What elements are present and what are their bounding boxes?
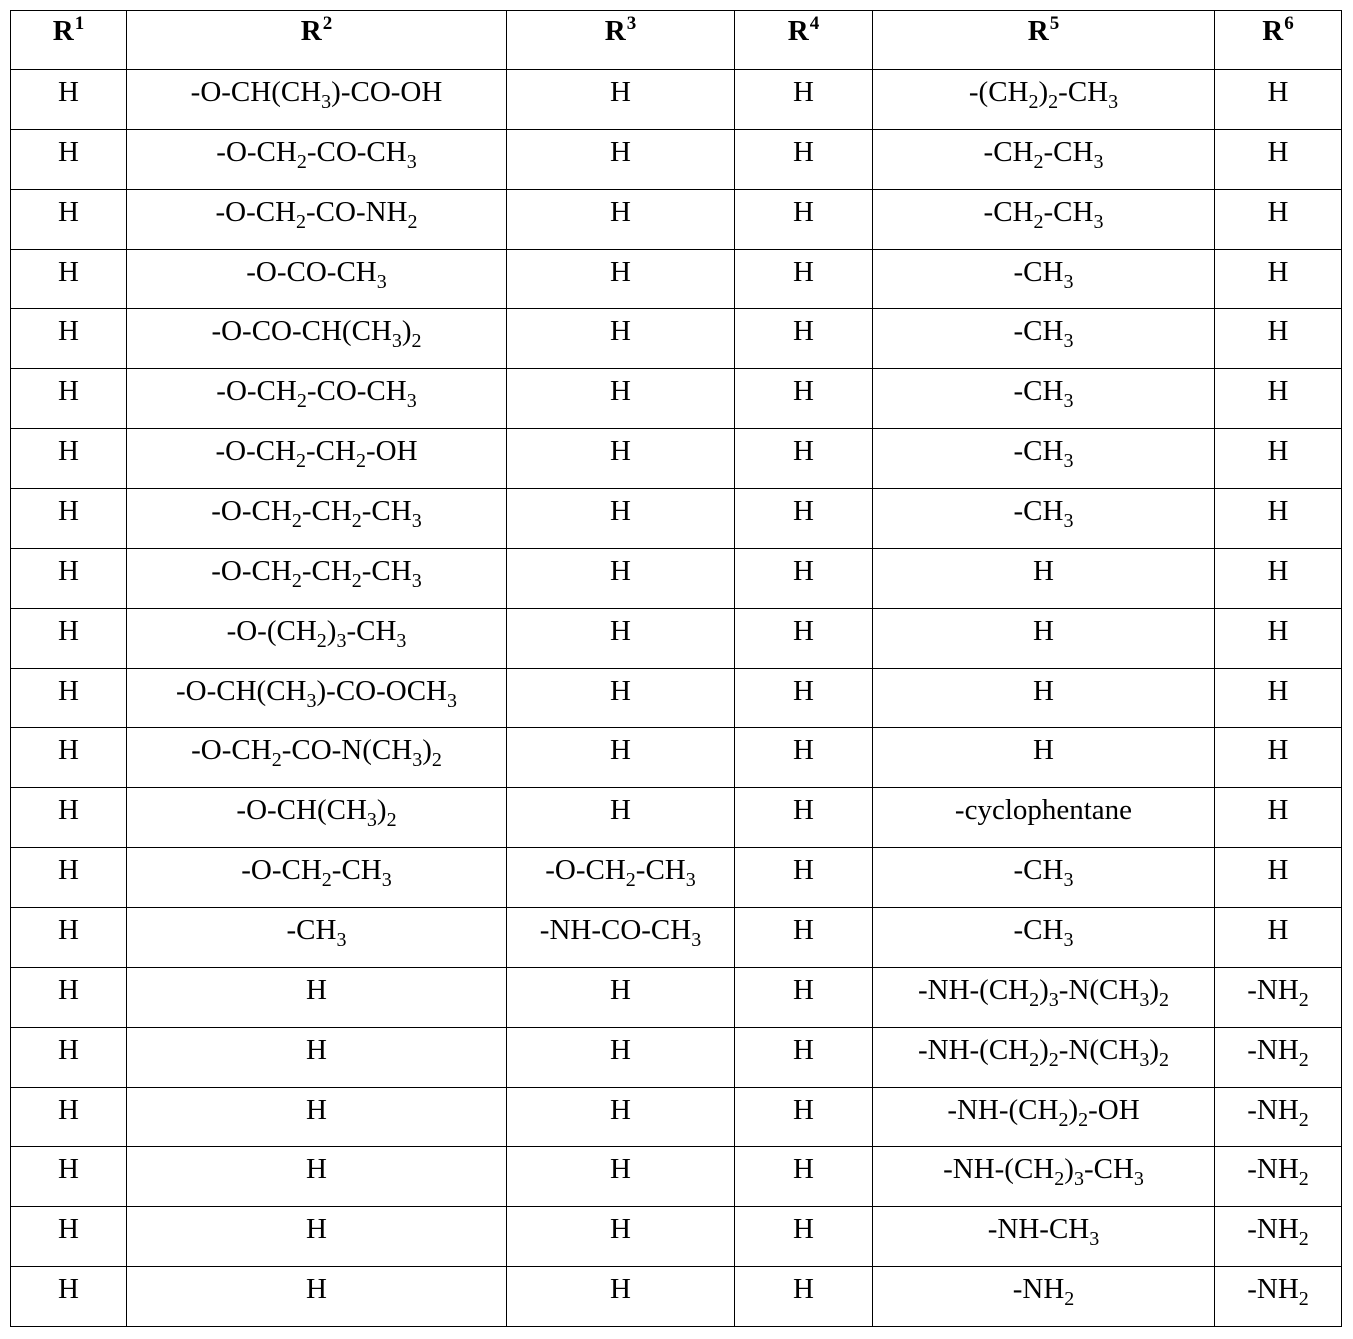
cell-r1: H xyxy=(11,429,127,489)
cell-r6: H xyxy=(1215,489,1342,549)
header-r1 xyxy=(11,11,127,70)
cell-r6: H xyxy=(1215,429,1342,489)
header-r3 xyxy=(507,11,735,70)
header-r6-sup: 6 xyxy=(1284,13,1294,34)
subscript: 2 xyxy=(1298,1168,1309,1191)
subscript: 3 xyxy=(406,390,417,413)
cell-r3: H xyxy=(507,1207,735,1267)
subscript: 3 xyxy=(1063,390,1074,413)
cell-r2: H xyxy=(127,1267,507,1327)
subscript: 3 xyxy=(691,929,702,952)
cell-r4: H xyxy=(735,70,873,130)
table-row xyxy=(11,967,1342,1027)
table-row xyxy=(11,788,1342,848)
subscript: 2 xyxy=(296,210,307,233)
cell-r6: $-NH_2$ xyxy=(1215,1207,1342,1267)
cell-r5: $-(CH_2)_2-CH_3$ xyxy=(873,70,1215,130)
table-row xyxy=(11,1207,1342,1267)
cell-r3: H xyxy=(507,608,735,668)
cell-r5: H xyxy=(873,608,1215,668)
subscript: 3 xyxy=(685,869,696,892)
subscript: 3 xyxy=(376,270,387,293)
cell-r1: H xyxy=(11,1267,127,1327)
cell-r6: $-NH_2$ xyxy=(1215,1267,1342,1327)
cell-r4: H xyxy=(735,548,873,608)
cell-r2: H xyxy=(127,1207,507,1267)
cell-r2: $-O-CO-CH_3$ xyxy=(127,249,507,309)
cell-r5: $-CH_3$ xyxy=(873,249,1215,309)
cell-r2: H xyxy=(127,1027,507,1087)
header-r3-base: R xyxy=(604,15,626,47)
subscript: 2 xyxy=(1078,1108,1089,1131)
subscript: 2 xyxy=(1159,1048,1170,1071)
cell-r4: H xyxy=(735,1147,873,1207)
cell-r6: H xyxy=(1215,249,1342,309)
cell-r1: H xyxy=(11,249,127,309)
cell-r5: $-CH_3$ xyxy=(873,369,1215,429)
cell-r3: H xyxy=(507,429,735,489)
header-r2-sup: 2 xyxy=(322,13,333,34)
cell-r3: H xyxy=(507,129,735,189)
subscript: 2 xyxy=(1058,1108,1069,1131)
subscript: 3 xyxy=(1139,1048,1150,1071)
subscript: 3 xyxy=(1073,1168,1084,1191)
subscript: 3 xyxy=(391,330,402,353)
subscript: 3 xyxy=(1063,929,1074,952)
cell-r6: H xyxy=(1215,788,1342,848)
table-row xyxy=(11,429,1342,489)
header-row xyxy=(11,11,1342,70)
cell-r2: H xyxy=(127,967,507,1027)
subscript: 2 xyxy=(411,330,422,353)
cell-r5: $-CH_3$ xyxy=(873,429,1215,489)
cell-r4: H xyxy=(735,908,873,968)
cell-r6: $-NH_2$ xyxy=(1215,1087,1342,1147)
subscript: 3 xyxy=(1139,988,1150,1011)
cell-r6: H xyxy=(1215,668,1342,728)
cell-r3: H xyxy=(507,489,735,549)
subscript: 3 xyxy=(1089,1228,1100,1251)
table-row xyxy=(11,309,1342,369)
cell-r2: $-O-CH_2-CH_2-CH_3$ xyxy=(127,489,507,549)
table-row xyxy=(11,848,1342,908)
cell-r1: H xyxy=(11,189,127,249)
cell-r4: H xyxy=(735,1027,873,1087)
subscript: 3 xyxy=(1048,988,1059,1011)
subscript: 3 xyxy=(406,150,417,173)
cell-r5: $-NH-(CH_2)_3-N(CH_3)_2$ xyxy=(873,967,1215,1027)
table-row xyxy=(11,908,1342,968)
cell-r6: H xyxy=(1215,189,1342,249)
subscript: 2 xyxy=(1033,210,1044,233)
cell-r4: H xyxy=(735,309,873,369)
subscript: 2 xyxy=(386,809,397,832)
subscript: 2 xyxy=(296,390,307,413)
subscript: 2 xyxy=(1159,988,1170,1011)
header-r6 xyxy=(1215,11,1342,70)
table-row xyxy=(11,1087,1342,1147)
subscript: 2 xyxy=(1298,1228,1309,1251)
cell-r5: $-CH_3$ xyxy=(873,309,1215,369)
subscript: 2 xyxy=(1028,91,1039,113)
cell-r4: H xyxy=(735,728,873,788)
substituent-table xyxy=(10,10,1342,1327)
cell-r1: H xyxy=(11,728,127,788)
subscript: 2 xyxy=(291,510,302,533)
cell-r6: H xyxy=(1215,70,1342,130)
cell-r3: $-O-CH_2-CH_3$ xyxy=(507,848,735,908)
cell-r1: H xyxy=(11,1027,127,1087)
cell-r3: H xyxy=(507,189,735,249)
subscript: 2 xyxy=(431,749,442,772)
table-row xyxy=(11,189,1342,249)
table-row xyxy=(11,728,1342,788)
cell-r4: H xyxy=(735,129,873,189)
cell-r3: H xyxy=(507,1027,735,1087)
table-row xyxy=(11,1147,1342,1207)
subscript: 2 xyxy=(271,749,282,772)
table-row xyxy=(11,249,1342,309)
header-r4-base: R xyxy=(787,15,809,47)
cell-r4: H xyxy=(735,1267,873,1327)
subscript: 3 xyxy=(321,91,332,113)
cell-r2: $-O-CH_2-CH_2-CH_3$ xyxy=(127,548,507,608)
cell-r2: $-O-CH(CH_3)-CO-OH$ xyxy=(127,70,507,130)
cell-r5: H xyxy=(873,728,1215,788)
cell-r1: H xyxy=(11,1087,127,1147)
cell-r6: H xyxy=(1215,908,1342,968)
cell-r4: H xyxy=(735,1207,873,1267)
subscript: 3 xyxy=(1063,869,1074,892)
cell-r5: $-CH_3$ xyxy=(873,908,1215,968)
cell-r1: H xyxy=(11,309,127,369)
subscript: 3 xyxy=(411,569,422,592)
table-row xyxy=(11,1027,1342,1087)
cell-r3: H xyxy=(507,309,735,369)
subscript: 3 xyxy=(396,629,407,652)
cell-r4: H xyxy=(735,429,873,489)
cell-r3: H xyxy=(507,548,735,608)
cell-r4: H xyxy=(735,1087,873,1147)
cell-r4: H xyxy=(735,489,873,549)
cell-r1: H xyxy=(11,668,127,728)
header-r5 xyxy=(873,11,1215,70)
cell-r4: H xyxy=(735,668,873,728)
cell-r1: H xyxy=(11,967,127,1027)
table-row xyxy=(11,668,1342,728)
cell-r4: H xyxy=(735,608,873,668)
cell-r2: H xyxy=(127,1147,507,1207)
cell-r6: $-NH_2$ xyxy=(1215,1027,1342,1087)
table-row xyxy=(11,369,1342,429)
subscript: 2 xyxy=(1064,1288,1075,1311)
subscript: 2 xyxy=(355,450,366,473)
table-row xyxy=(11,489,1342,549)
cell-r4: H xyxy=(735,788,873,848)
cell-r5: $-CH_2-CH_3$ xyxy=(873,189,1215,249)
cell-r2: $-O-CH_2-CO-NH_2$ xyxy=(127,189,507,249)
header-r4-sup: 4 xyxy=(809,13,820,34)
subscript: 3 xyxy=(1108,91,1119,113)
subscript: 2 xyxy=(291,569,302,592)
subscript: 2 xyxy=(1029,988,1040,1011)
cell-r1: H xyxy=(11,489,127,549)
cell-r2: $-O-CH_2-CO-N(CH_3)_2$ xyxy=(127,728,507,788)
cell-r2: $-CH_3$ xyxy=(127,908,507,968)
header-r6-base: R xyxy=(1262,15,1284,47)
subscript: 3 xyxy=(366,809,377,832)
subscript: 2 xyxy=(296,450,307,473)
subscript: 3 xyxy=(1093,210,1104,233)
subscript: 3 xyxy=(1063,510,1074,533)
header-r3-sup: 3 xyxy=(626,13,637,34)
subscript: 2 xyxy=(1048,1048,1059,1071)
cell-r1: H xyxy=(11,369,127,429)
header-r5-base: R xyxy=(1027,15,1049,47)
cell-r3: H xyxy=(507,967,735,1027)
subscript: 3 xyxy=(1063,270,1074,293)
cell-r4: H xyxy=(735,189,873,249)
cell-r5: H xyxy=(873,668,1215,728)
header-r1-sup: 1 xyxy=(74,13,85,34)
cell-r6: H xyxy=(1215,548,1342,608)
cell-r6: $-NH_2$ xyxy=(1215,1147,1342,1207)
cell-r3: H xyxy=(507,1147,735,1207)
cell-r5: $-NH_2$ xyxy=(873,1267,1215,1327)
cell-r5: H xyxy=(873,548,1215,608)
cell-r5: -cyclophentane xyxy=(873,788,1215,848)
cell-r3: $-NH-CO-CH_3$ xyxy=(507,908,735,968)
cell-r6: H xyxy=(1215,848,1342,908)
subscript: 3 xyxy=(411,510,422,533)
subscript: 2 xyxy=(1298,1108,1309,1131)
subscript: 2 xyxy=(625,869,636,892)
subscript: 3 xyxy=(336,929,347,952)
cell-r6: H xyxy=(1215,608,1342,668)
cell-r1: H xyxy=(11,608,127,668)
subscript: 2 xyxy=(1298,1048,1309,1071)
subscript: 2 xyxy=(1033,150,1044,173)
header-r1-base: R xyxy=(52,15,74,47)
header-r2 xyxy=(127,11,507,70)
cell-r3: H xyxy=(507,369,735,429)
cell-r2: H xyxy=(127,1087,507,1147)
cell-r6: H xyxy=(1215,309,1342,369)
cell-r6: $-NH_2$ xyxy=(1215,967,1342,1027)
table-row xyxy=(11,548,1342,608)
subscript: 2 xyxy=(1048,91,1059,113)
subscript: 2 xyxy=(351,569,362,592)
subscript: 2 xyxy=(1029,1048,1040,1071)
cell-r5: $-NH-CH_3$ xyxy=(873,1207,1215,1267)
cell-r5: $-CH_3$ xyxy=(873,848,1215,908)
subscript: 3 xyxy=(336,629,347,652)
cell-r1: H xyxy=(11,788,127,848)
cell-r1: H xyxy=(11,70,127,130)
subscript: 2 xyxy=(1054,1168,1065,1191)
table-body xyxy=(11,70,1342,1327)
header-r4 xyxy=(735,11,873,70)
cell-r5: $-NH-(CH_2)_2-OH$ xyxy=(873,1087,1215,1147)
cell-r5: $-NH-(CH_2)_3-CH_3$ xyxy=(873,1147,1215,1207)
cell-r2: $-O-CH_2-CO-CH_3$ xyxy=(127,369,507,429)
cell-r2: $-O-CO-CH(CH_3)_2$ xyxy=(127,309,507,369)
cell-r1: H xyxy=(11,908,127,968)
cell-r3: H xyxy=(507,728,735,788)
subscript: 3 xyxy=(381,869,392,892)
subscript: 2 xyxy=(296,150,307,173)
cell-r3: H xyxy=(507,70,735,130)
cell-r3: H xyxy=(507,788,735,848)
cell-r5: $-CH_3$ xyxy=(873,489,1215,549)
cell-r2: $-O-CH(CH_3)-CO-OCH_3$ xyxy=(127,668,507,728)
cell-r2: $-O-CH(CH_3)_2$ xyxy=(127,788,507,848)
subscript: 2 xyxy=(407,210,418,233)
cell-r4: H xyxy=(735,848,873,908)
subscript: 2 xyxy=(1298,988,1309,1011)
cell-r4: H xyxy=(735,249,873,309)
cell-r1: H xyxy=(11,848,127,908)
subscript: 3 xyxy=(306,689,317,712)
subscript: 3 xyxy=(1063,330,1074,353)
subscript: 2 xyxy=(1298,1288,1309,1311)
table-row xyxy=(11,608,1342,668)
subscript: 3 xyxy=(1063,450,1074,473)
subscript: 3 xyxy=(1093,150,1104,173)
cell-r1: H xyxy=(11,1207,127,1267)
cell-r6: H xyxy=(1215,728,1342,788)
cell-r6: H xyxy=(1215,129,1342,189)
cell-r3: H xyxy=(507,1267,735,1327)
subscript: 2 xyxy=(316,629,327,652)
cell-r3: H xyxy=(507,1087,735,1147)
header-r2-base: R xyxy=(300,15,322,47)
cell-r2: $-O-CH_2-CO-CH_3$ xyxy=(127,129,507,189)
table-header xyxy=(11,11,1342,70)
subscript: 2 xyxy=(321,869,332,892)
cell-r5: $-CH_2-CH_3$ xyxy=(873,129,1215,189)
cell-r3: H xyxy=(507,668,735,728)
cell-r5: $-NH-(CH_2)_2-N(CH_3)_2$ xyxy=(873,1027,1215,1087)
subscript: 2 xyxy=(351,510,362,533)
cell-r1: H xyxy=(11,548,127,608)
subscript: 3 xyxy=(447,689,457,712)
cell-r2: $-O-CH_2-CH_2-OH$ xyxy=(127,429,507,489)
subscript: 3 xyxy=(1133,1168,1144,1191)
table-row xyxy=(11,70,1342,130)
cell-r2: $-O-(CH_2)_3-CH_3$ xyxy=(127,608,507,668)
cell-r1: H xyxy=(11,129,127,189)
subscript: 3 xyxy=(412,749,423,772)
cell-r4: H xyxy=(735,967,873,1027)
header-r5-sup: 5 xyxy=(1049,13,1060,34)
table-row xyxy=(11,1267,1342,1327)
cell-r1: H xyxy=(11,1147,127,1207)
cell-r3: H xyxy=(507,249,735,309)
cell-r2: $-O-CH_2-CH_3$ xyxy=(127,848,507,908)
table-row xyxy=(11,129,1342,189)
cell-r4: H xyxy=(735,369,873,429)
cell-r6: H xyxy=(1215,369,1342,429)
